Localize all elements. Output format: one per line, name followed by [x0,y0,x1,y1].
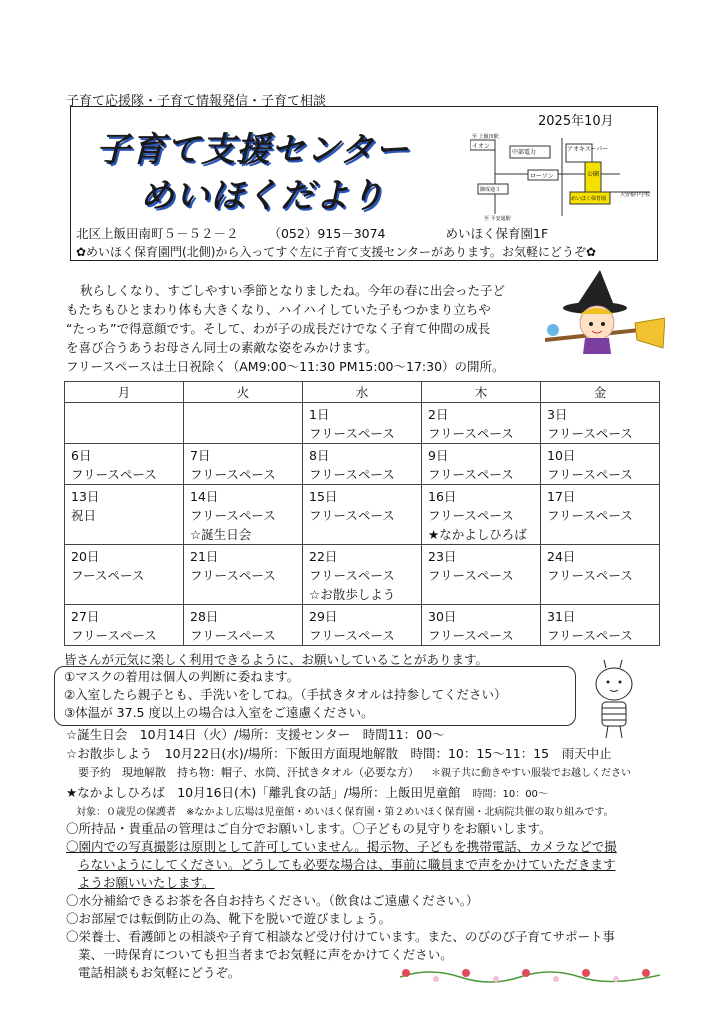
issue-date: 2025年10月 [538,114,614,129]
map-bottom-label: 至 平安通駅 [484,216,511,222]
map-ion: イオン [472,143,490,150]
facility: めいほく保育園1F [445,226,549,241]
intro-line: を喜び合うあうお母さん同士の素敵な姿をみかけます。 [66,340,378,355]
map-top-label: 至 上飯田駅 [472,134,499,140]
note-item: らないようにしてください。どうしても必要な場合は、事前に職員まで声をかけていただきます [78,857,616,872]
event-nakayoshi: ★なかよしひろば 10月16日(木)「離乳食の話」/場所：上飯田児童館 時間：10：00～ [66,784,548,800]
weekday-header: 木 [422,382,541,403]
note-item: 業、一時保育についても担当者までお気軽に声をかけてください。 [78,947,453,962]
map-gosei: 御成通３ [480,187,501,193]
rule-item: ②入室したら親子とも、手洗いをしてね。（手拭きタオルは持参してください） [64,687,507,702]
calendar-day: 15日 フリースペース [303,485,422,545]
note-item: 〇栄養士、看護師との相談や子育て相談など受け付けています。また、のびのび子育てサポート事 [66,929,616,944]
calendar-week [65,403,660,444]
newsletter-title-line1: 子育て支援センター [96,130,410,170]
calendar-day [65,403,184,444]
rule-item: ①マスクの着用は個人の判断に委ねます。 [64,669,300,684]
calendar-day: 22日 フリースペース ☆お散歩しよう [303,545,422,605]
calendar-day [184,403,303,444]
map-nakamura: 中部電力 [512,149,537,156]
event-walk-detail: 要予約 現地解散 持ち物：帽子、水筒、汗拭きタオル（必要な方） ＊親子共に動きやすい服装でお越しください [78,766,631,779]
weekday-header: 水 [303,382,422,403]
intro-line: 秋らしくなり、すごしやすい季節となりましたね。今年の春に出会った子ど [80,283,506,298]
map-aoki: アオキスーパー [567,146,609,153]
events [66,726,666,823]
flower-vine-decoration [400,963,660,987]
entrance-notice: ✿めいほく保育園門(北側)から入ってすぐ左に子育て支援センターがあります。お気軽にどうぞ✿ [76,245,597,259]
witch-illustration [545,268,665,358]
calendar-day: 13日 祝日 [65,485,184,545]
calendar [64,381,660,646]
calendar-day: 3日 フリースペース [541,403,660,444]
calendar-day: 31日 フリースペース [541,605,660,646]
calendar-day: 7日 フリースペース [184,444,303,485]
note-item: 〇水分補給できるお茶を各自お持ちください。（飲食はご遠慮ください。） [66,893,479,908]
intro-text [66,281,536,376]
address-line [76,224,548,242]
newsletter-title-line2: めいほくだより [140,176,385,216]
tagline: 子育て応援隊・子育て情報発信・子育て相談 [66,94,327,109]
calendar-header-row [65,382,660,403]
calendar-week [65,485,660,545]
calendar-day: 10日 フリースペース [541,444,660,485]
intro-line: “たっち”で得意顔です。そして、わが子の成長だけでなく子育て仲間の成長 [66,321,491,336]
calendar-day: 28日 フリースペース [184,605,303,646]
weekday-header: 火 [184,382,303,403]
requests-heading: 皆さんが元気に楽しく利用できるように、お願いしていることがあります。 [64,652,489,667]
calendar-day: 8日 フリースペース [303,444,422,485]
event-target: 対象：０歳児の保護者 ※なかよし広場は児童館・めいほく保育園・第２めいほく保育園・北病院共催の取り組みです。 [76,807,614,818]
note-item: 〇園内での写真撮影は原則として許可していません。掲示物、子どもを携帯電話、カメラなどで撮 [66,839,617,854]
map-meihoku: めいほく保育園 [571,196,607,202]
intro-line: もたちもひとまわり体も大きくなり、ハイハイしていた子もつかまり立ちや [66,302,491,317]
rules-list [64,668,506,722]
calendar-day: 20日 フースペース [65,545,184,605]
map-park: 公園 [587,171,600,178]
calendar-day: 17日 フリースペース [541,485,660,545]
calendar-day: 6日 フリースペース [65,444,184,485]
map-lawson: ローソン [530,173,554,180]
address: 北区上飯田南町５－５２－２ [76,226,239,241]
intro-line: フリースペースは土日祝除く（AM9:00～11:30 PM15:00～17:30）の開所。 [66,359,505,374]
calendar-day: 27日 フリースペース [65,605,184,646]
phone: （052）915－3074 [268,226,386,241]
rule-item: ③体温が 37.5 度以上の場合は入室をご遠慮ください。 [64,705,374,720]
event-birthday: ☆誕生日会 10月14日（火）/場所：支援センター 時間11：00～ [66,727,445,742]
weekday-header: 月 [65,382,184,403]
weekday-header: 金 [541,382,660,403]
calendar-day: 2日 フリースペース [422,403,541,444]
note-item: 電話相談もお気軽にどうぞ。 [78,965,241,980]
calendar-day: 30日 フリースペース [422,605,541,646]
notes [66,820,666,982]
calendar-day: 21日 フリースペース [184,545,303,605]
access-map [470,132,655,222]
calendar-day: 14日 フリースペース ☆誕生日会 [184,485,303,545]
calendar-day: 29日 フリースペース [303,605,422,646]
note-item: 〇お部屋では転倒防止の為、靴下を脱いで遊びましょう。 [66,911,392,926]
map-school: 大曽根中学校 [620,192,651,198]
event-walk: ☆お散歩しよう 10月22日(水)/場所：下飯田方面現地解散 時間：10：15～11：15 雨天中止 [66,745,612,761]
calendar-day: 16日 フリースペース ★なかよしひろば [422,485,541,545]
calendar-week [65,605,660,646]
note-item: 〇所持品・貴重品の管理はご自分でお願いします。〇子どもの見守りをお願いします。 [66,821,552,836]
calendar-week [65,444,660,485]
calendar-week [65,545,660,605]
calendar-day: 24日 フリースペース [541,545,660,605]
note-item: ようお願いいたします。 [78,875,215,890]
calendar-day: 23日 フリースペース [422,545,541,605]
calendar-day: 1日 フリースペース [303,403,422,444]
calendar-day: 9日 フリースペース [422,444,541,485]
